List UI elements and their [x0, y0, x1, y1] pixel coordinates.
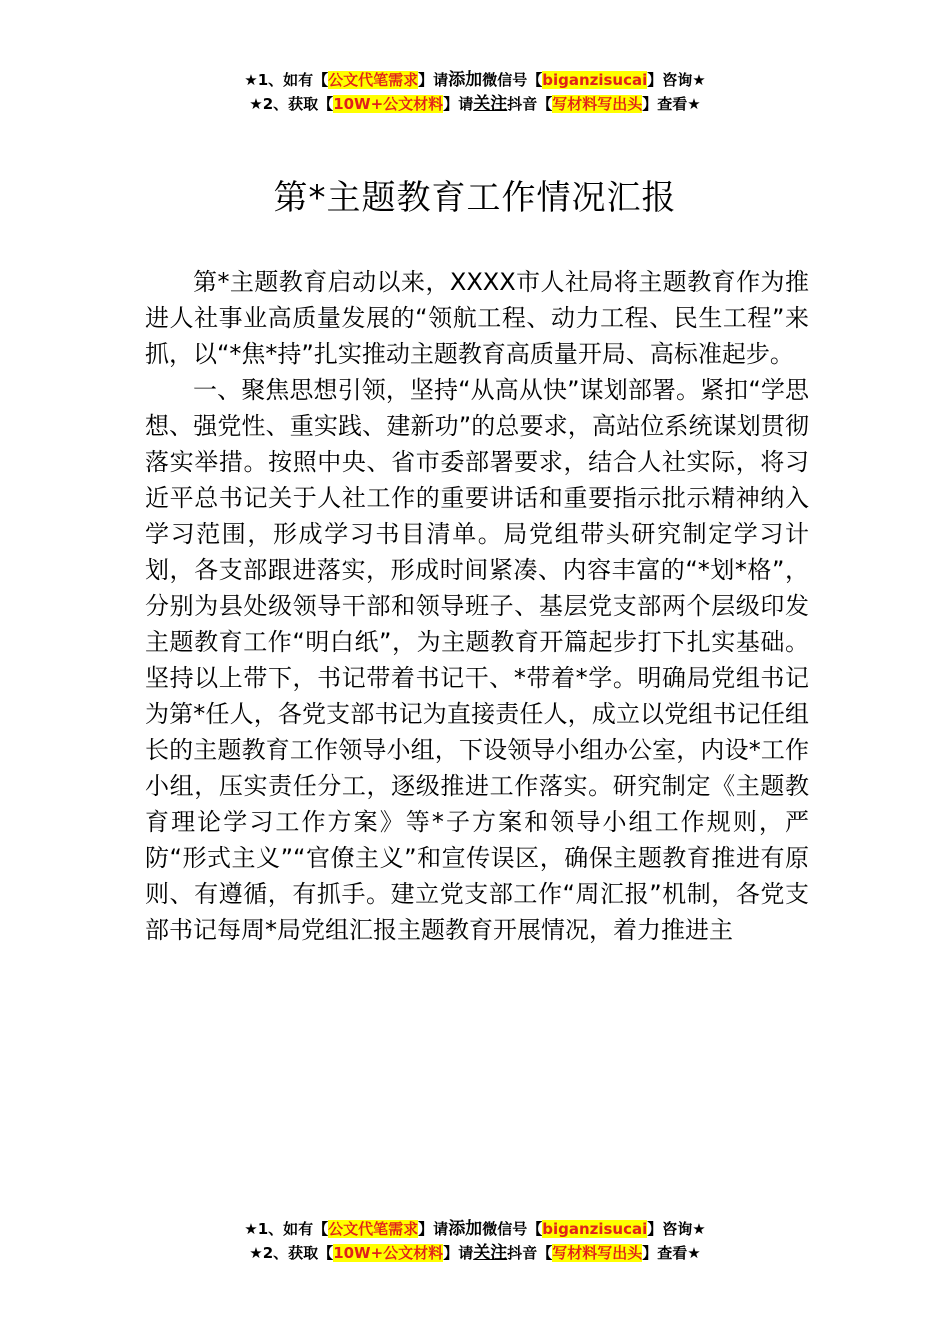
footer-promo-banner: [0, 1217, 950, 1265]
promo-emphasis: 关注: [473, 94, 508, 114]
promo-text: 抖音【: [507, 95, 553, 113]
promo-line-1: [0, 1217, 950, 1241]
promo-text: 】请: [418, 71, 449, 89]
document-title: 第*主题教育工作情况汇报: [273, 178, 677, 218]
promo-text: ★2、获取【: [249, 1244, 334, 1262]
promo-text: 】查看★: [642, 95, 701, 113]
promo-wechat-id: biganzisucai: [542, 1220, 648, 1238]
paragraph-section-1: 一、聚焦思想引领，坚持“从高从快”谋划部署。紧扣“学思想、强党性、重实践、建新功”的总要求，高站位系统谋划贯彻落实举措。按照中央、省市委部署要求，结合人社实际，将习近平总书记关于人社工作的重要讲话和重要指示批示精神纳入学习范围，形成学习书目清单。局党组带头研究制定学习计划，各支部跟进落实，形成时间紧凑、内容丰富的“*划*格”，分别为县处级领导干部和领导班子、基层党支部两个层级印发主题教育工作“明白纸”，为主题教育开篇起步打下扎实基础。坚持以上带下，书记带着书记干、*带着*学。明确局党组书记为第*任人，各党支部书记为直接责任人，成立以党组书记任组长的主题教育工作领导小组，下设领导小组办公室，内设*工作小组，压实责任分工，逐级推进工作落实。研究制定《主题教育理论学习工作方案》等*子方案和领导小组工作规则，严防“形式主义”“官僚主义”和宣传误区，确保主题教育推进有原则、有遵循，有抓手。建立党支部工作“周汇报”机制，各党支部书记每周*局党组汇报主题教育开展情况，着力推进主: [145, 376, 809, 944]
promo-highlight: 公文代笔需求: [328, 71, 419, 89]
promo-emphasis: 关注: [473, 1243, 508, 1263]
document-body: [145, 264, 809, 948]
header-promo-banner: [0, 68, 950, 116]
promo-highlight: 10W+公文材料: [333, 95, 444, 113]
promo-wechat-id: biganzisucai: [542, 71, 648, 89]
promo-line-1: [0, 68, 950, 92]
promo-text: 抖音【: [507, 1244, 553, 1262]
promo-line-2: [0, 92, 950, 116]
promo-highlight: 10W+公文材料: [333, 1244, 444, 1262]
promo-text: ★1、如有【: [244, 71, 329, 89]
promo-text: ★2、获取【: [249, 95, 334, 113]
promo-text: ★1、如有【: [244, 1220, 329, 1238]
promo-douyin-id: 写材料写出头: [552, 1244, 643, 1262]
promo-douyin-id: 写材料写出头: [552, 95, 643, 113]
promo-text: 】咨询★: [647, 1220, 706, 1238]
promo-text: 】咨询★: [647, 71, 706, 89]
promo-text: 】请: [443, 95, 474, 113]
promo-highlight: 公文代笔需求: [328, 1220, 419, 1238]
promo-emphasis: 添加: [448, 70, 483, 90]
promo-text: 微信号【: [482, 1220, 543, 1238]
promo-emphasis: 添加: [448, 1219, 483, 1239]
promo-text: 】查看★: [642, 1244, 701, 1262]
promo-text: 微信号【: [482, 71, 543, 89]
promo-text: 】请: [418, 1220, 449, 1238]
promo-text: 】请: [443, 1244, 474, 1262]
paragraph-intro: 第*主题教育启动以来，XXXX市人社局将主题教育作为推进人社事业高质量发展的“领航工程、动力工程、民生工程”来抓，以“*焦*持”扎实推动主题教育高质量开局、高标准起步。: [145, 268, 809, 368]
promo-line-2: [0, 1241, 950, 1265]
